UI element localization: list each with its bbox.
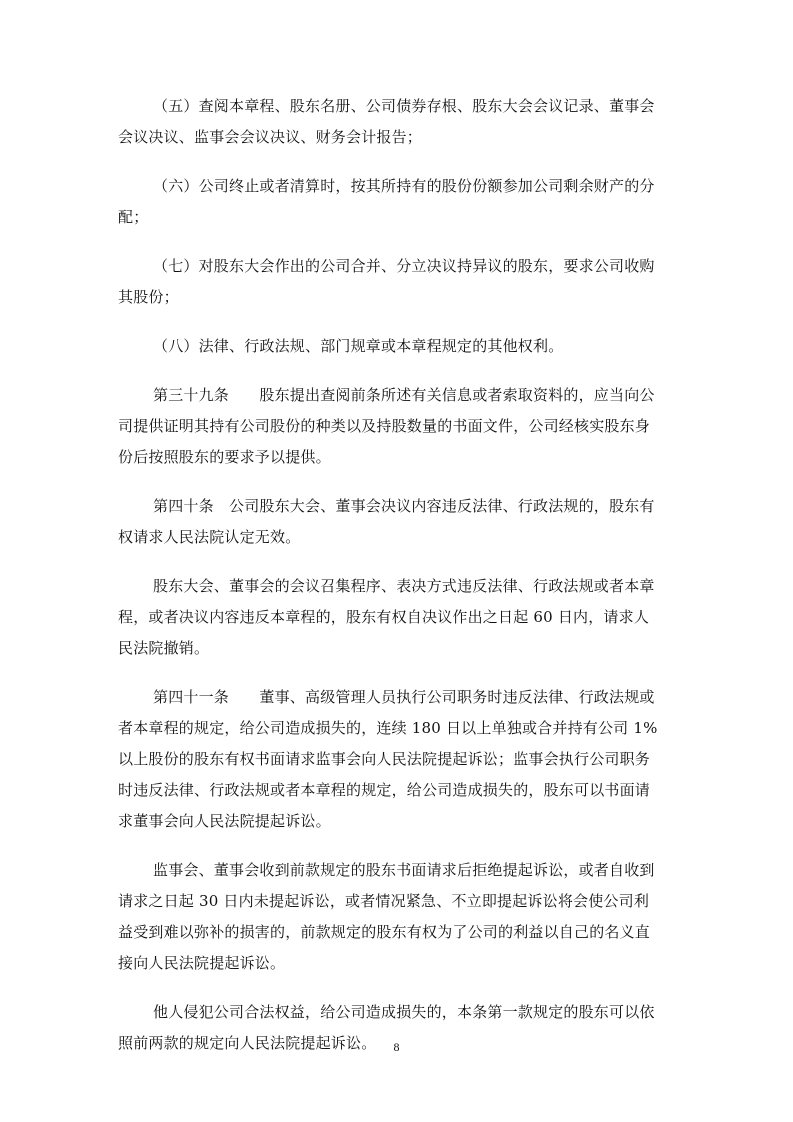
- paragraph: [118, 491, 678, 553]
- paragraph: [118, 171, 678, 233]
- paragraph-line: 程，或者决议内容违反本章程的，股东有权自决议作出之日起 60 日内，请求人: [118, 608, 650, 626]
- paragraph-line: 司提供证明其持有公司股份的种类以及持股数量的书面文件，公司经核实股东身: [118, 417, 651, 435]
- paragraph-line: （七）对股东大会作出的公司合并、分立决议持异议的股东，要求公司收购: [153, 257, 655, 275]
- paragraph-line: 时违反法律、行政法规或者本章程的规定，给公司造成损失的，股东可以书面请: [118, 781, 651, 799]
- paragraph-line: 会议决议、监事会会议决议、财务会计报告；: [118, 128, 423, 146]
- paragraph-line: （八）法律、行政法规、部门规章或本章程规定的其他权利。: [153, 337, 564, 355]
- document-body: [118, 91, 678, 1077]
- paragraph-line: 接向人民法院提起诉讼。: [118, 954, 286, 972]
- page-number: 8: [393, 1040, 400, 1054]
- paragraph: [118, 251, 678, 313]
- paragraph-line: 其股份；: [118, 288, 179, 306]
- paragraph-line: 第三十九条 股东提出查阅前条所述有关信息或者索取资料的，应当向公: [153, 386, 655, 404]
- paragraph-line: 股东大会、董事会的会议召集程序、表决方式违反法律、行政法规或者本章: [153, 577, 655, 595]
- paragraph-line: 份后按照股东的要求予以提供。: [118, 448, 331, 466]
- paragraph-line: 者本章程的规定，给公司造成损失的，连续 180 日以上单独或合并持有公司 1%: [118, 719, 658, 737]
- paragraph-line: 照前两款的规定向人民法院提起诉讼。: [118, 1034, 377, 1052]
- paragraph-line: 第四十条 公司股东大会、董事会决议内容违反法律、行政法规的，股东有: [153, 497, 655, 515]
- paragraph-line: 请求之日起 30 日内未提起诉讼，或者情况紧急、不立即提起诉讼将会使公司利: [118, 892, 650, 910]
- paragraph-line: 求董事会向人民法院提起诉讼。: [118, 812, 331, 830]
- paragraph-line: 配；: [118, 208, 149, 226]
- paragraph: [118, 91, 678, 153]
- paragraph: [118, 682, 678, 837]
- paragraph-line: 以上股份的股东有权书面请求监事会向人民法院提起诉讼；监事会执行公司职务: [118, 750, 651, 768]
- paragraph-line: 益受到难以弥补的损害的，前款规定的股东有权为了公司的利益以自己的名义直: [118, 923, 651, 941]
- paragraph-line: 民法院撤销。: [118, 639, 210, 657]
- paragraph: [118, 855, 678, 979]
- paragraph-line: （六）公司终止或者清算时，按其所持有的股份份额参加公司剩余财产的分: [153, 177, 655, 195]
- paragraph: [118, 380, 678, 473]
- paragraph-line: 监事会、董事会收到前款规定的股东书面请求后拒绝提起诉讼，或者自收到: [153, 861, 655, 879]
- paragraph-line: （五）查阅本章程、股东名册、公司债券存根、股东大会会议记录、董事会: [153, 97, 655, 115]
- paragraph: [118, 331, 678, 362]
- paragraph-line: 权请求人民法院认定无效。: [118, 528, 301, 546]
- paragraph-line: 第四十一条 董事、高级管理人员执行公司职务时违反法律、行政法规或: [153, 688, 655, 706]
- paragraph: [118, 571, 678, 664]
- paragraph-line: 他人侵犯公司合法权益，给公司造成损失的，本条第一款规定的股东可以依: [153, 1003, 655, 1021]
